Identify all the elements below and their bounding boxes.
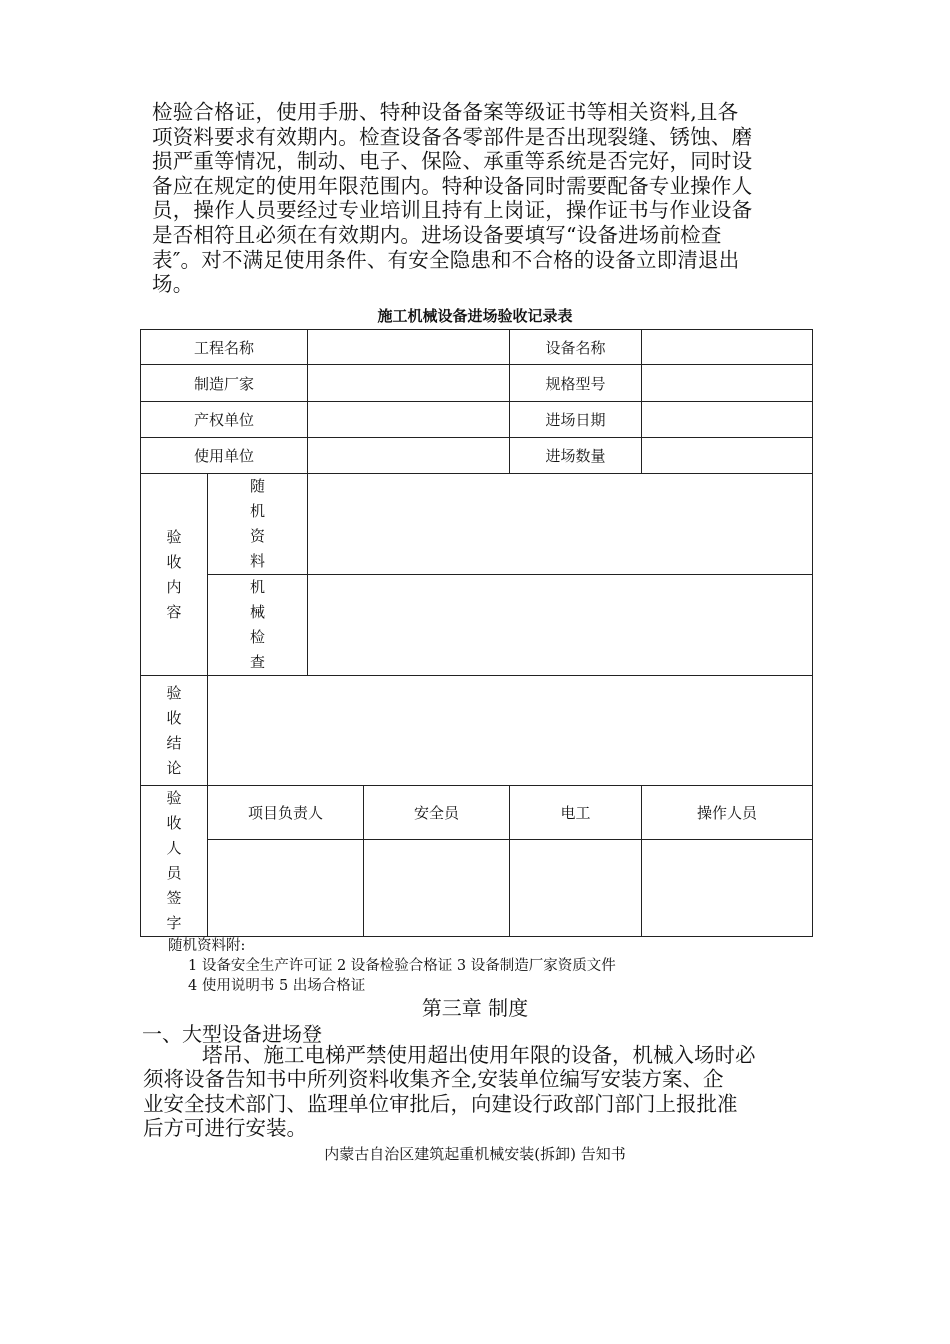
table-title: 施工机械设备进场验收记录表 [377, 307, 573, 325]
value-user-unit [308, 438, 510, 474]
label-entry-date: 进场日期 [510, 402, 642, 438]
chapter-heading: 第三章 制度 [421, 996, 529, 1020]
label-device-name: 设备名称 [510, 330, 642, 365]
mech-check-text: 机械检查 [249, 578, 265, 671]
section-heading: 一、大型设备进场登 [142, 1022, 322, 1046]
signer-header: 安全员 [364, 786, 510, 840]
value-entry-qty [642, 438, 813, 474]
intro-line: 备应在规定的使用年限范围内。特种设备同时需要配备专业操作人 [152, 173, 753, 198]
signer-header: 操作人员 [642, 786, 813, 840]
intro-line: 是否相符且必须在有效期内。进场设备要填写“设备进场前检查 [152, 222, 722, 247]
signer-header: 电工 [510, 786, 642, 840]
accept-signers-text: 验收人员签字 [166, 789, 182, 932]
label-model: 规格型号 [510, 365, 642, 402]
signature-cell [364, 839, 510, 936]
value-docs [308, 474, 813, 575]
body-paragraph [143, 1043, 813, 1141]
attachment-notes [168, 936, 616, 996]
label-project-name: 工程名称 [141, 330, 308, 365]
value-model [642, 365, 813, 402]
intro-line: 员，操作人员要经过专业培训且持有上岗证，操作证书与作业设备 [152, 198, 753, 223]
acceptance-record-table [140, 329, 813, 937]
notes-line: 4 使用说明书 5 出场合格证 [188, 978, 366, 994]
para-line: 后方可进行安装。 [143, 1116, 307, 1141]
signature-cell [208, 839, 364, 936]
signer-header: 项目负责人 [208, 786, 364, 840]
notice-title: 内蒙古自治区建筑起重机械安装(拆卸) 告知书 [324, 1145, 626, 1163]
intro-line: 场。 [152, 272, 194, 297]
para-line: 须将设备告知书中所列资料收集齐全,安装单位编写安装方案、企 [143, 1067, 724, 1092]
value-project-name [308, 330, 510, 365]
signature-cell [510, 839, 642, 936]
docs-text: 随机资料 [249, 477, 265, 570]
label-owner-unit: 产权单位 [141, 402, 308, 438]
label-accept-content [141, 474, 208, 676]
label-docs [208, 474, 308, 575]
label-manufacturer: 制造厂家 [141, 365, 308, 402]
label-accept-conclusion [141, 676, 208, 786]
value-manufacturer [308, 365, 510, 402]
intro-line: 检验合格证，使用手册、特种设备备案等级证书等相关资料,且各 [152, 100, 739, 124]
label-user-unit: 使用单位 [141, 438, 308, 474]
label-accept-signers [141, 786, 208, 937]
para-line: 业安全技术部门、监理单位审批后，向建设行政部门部门上报批准 [143, 1091, 738, 1116]
label-mech-check [208, 575, 308, 676]
para-line: 塔吊、施工电梯严禁使用超出使用年限的设备，机械入场时必 [202, 1043, 756, 1067]
intro-line: 表″。对不满足使用条件、有安全隐患和不合格的设备立即清退出 [152, 247, 740, 272]
notes-line: 1 设备安全生产许可证 2 设备检验合格证 3 设备制造厂家资质文件 [188, 958, 616, 974]
intro-line: 损严重等情况，制动、电子、保险、承重等系统是否完好，同时设 [152, 149, 753, 174]
notes-label: 随机资料附: [168, 938, 246, 954]
value-mech-check [308, 575, 813, 676]
label-entry-qty: 进场数量 [510, 438, 642, 474]
accept-conclusion-text: 验收结论 [166, 683, 182, 777]
intro-paragraph [152, 100, 812, 297]
value-accept-conclusion [208, 676, 813, 786]
accept-content-text: 验收内容 [166, 527, 182, 621]
signature-cell [642, 839, 813, 936]
value-owner-unit [308, 402, 510, 438]
value-entry-date [642, 402, 813, 438]
value-device-name [642, 330, 813, 365]
intro-line: 项资料要求有效期内。检查设备各零部件是否出现裂缝、锈蚀、磨 [152, 124, 753, 149]
